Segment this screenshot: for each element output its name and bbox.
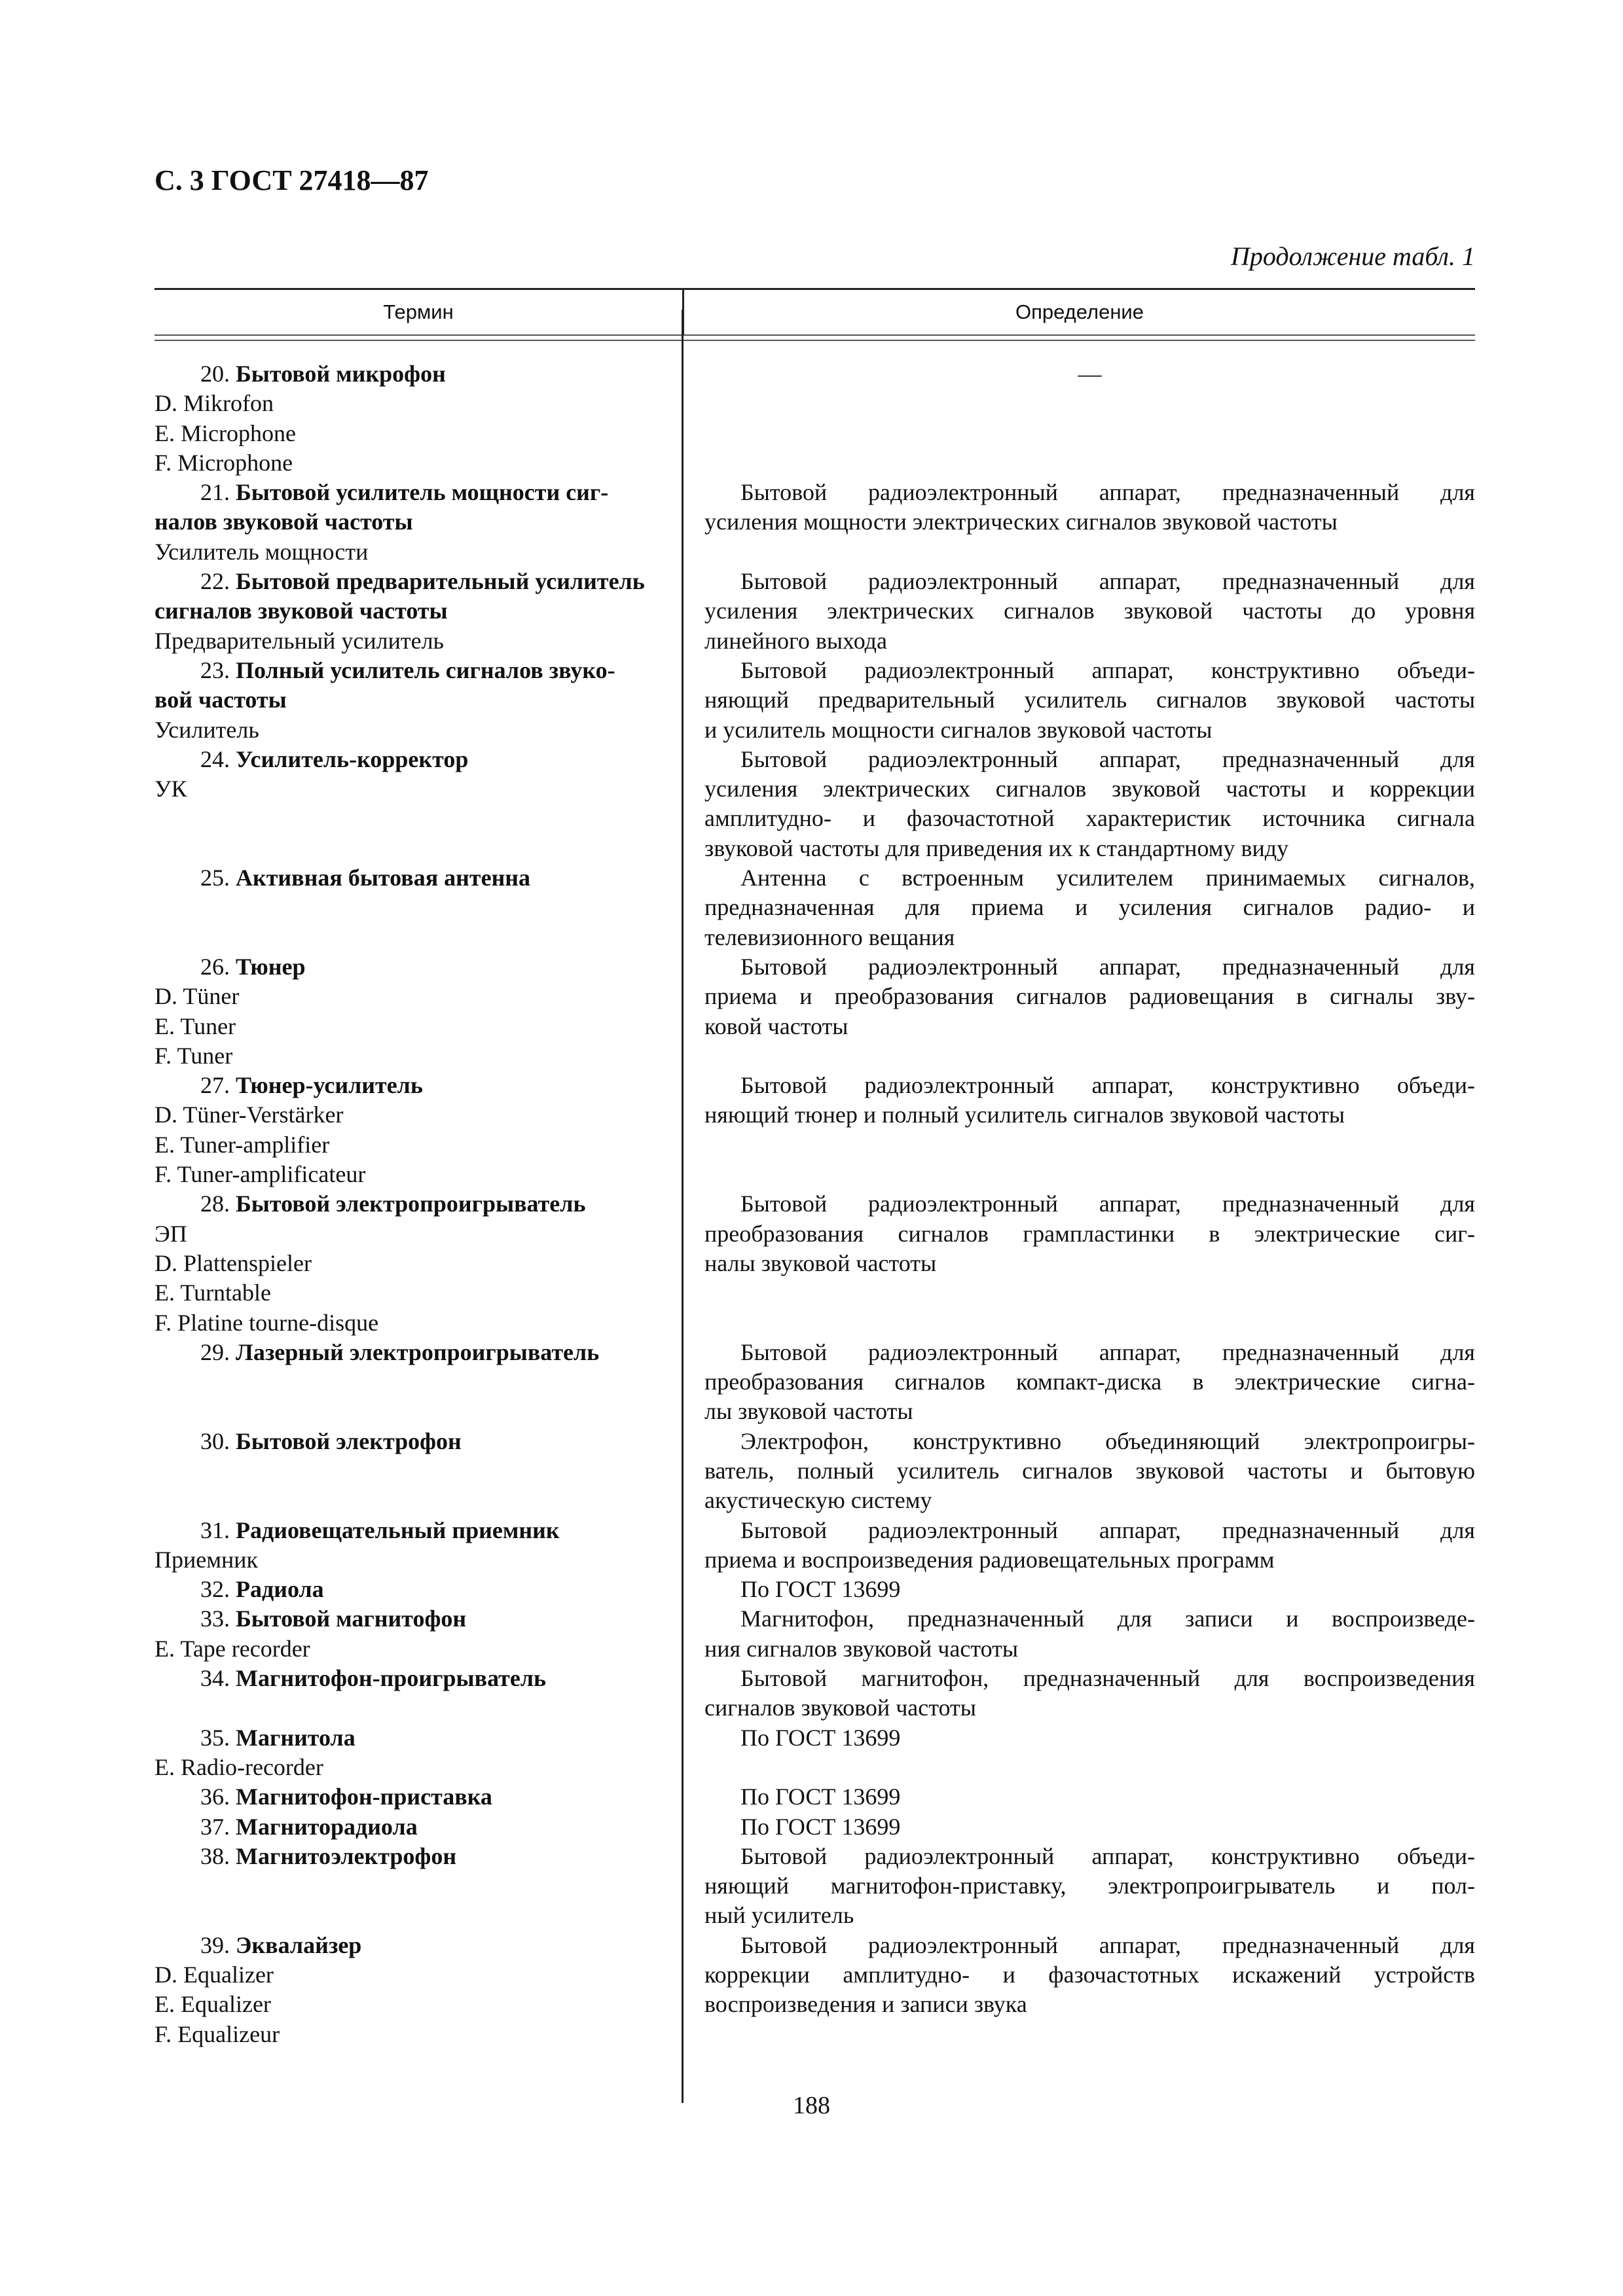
definition-line: телевизионного вещания [704,924,955,950]
spacer [704,448,1475,478]
table-header [155,288,1475,334]
term-name-line [155,1664,665,1693]
definition-line: Магнитофон, предназначенный для записи и воспроизведе- [740,1605,1475,1632]
term-name: вой частоты [155,687,287,713]
term-name-line [155,685,665,715]
page-header: С. 3 ГОСТ 27418—87 [155,164,429,196]
definition-line: акустическую систему [704,1487,932,1514]
definition-line: Бытовой радиоэлектронный аппарат, предназначенный для [740,953,1475,980]
term-synonym: Усилитель [155,716,259,743]
term-name-line [155,1427,665,1456]
term-synonym: D. Equalizer [155,1962,274,1988]
term-number: 34. [200,1665,230,1692]
term-name: Магниторадиола [236,1813,418,1840]
spacer [704,389,1475,418]
spacer [155,1871,665,1901]
term-name-line [155,359,665,389]
column-divider [682,310,684,2103]
definition-line: няющий магнитофон-приставку, электропроигрыватель и пол- [704,1873,1475,1899]
term-number: 27. [200,1072,230,1099]
definition-line: звуковой частоты для приведения их к стандартному виду [704,834,1289,861]
definition-line: приема и воспроизведения радиовещательных программ [704,1546,1275,1573]
definition-line: усиления электрических сигналов звуковой частоты и коррекции [704,776,1475,802]
term-number: 39. [200,1931,230,1958]
definition-line: Бытовой магнитофон, предназначенный для воспроизведения [740,1665,1475,1692]
term-name-line [155,1931,665,1960]
term-name-line [155,656,665,685]
definition-line: налы звуковой частоты [704,1249,937,1276]
term-name-line [155,1782,665,1812]
definition-line: Бытовой радиоэлектронный аппарат, предназначенный для [740,1338,1475,1365]
term-synonym: F. Platine tourne-disque [155,1309,379,1336]
term-number: 37. [200,1813,230,1840]
definition-line: Бытовой радиоэлектронный аппарат, предназначенный для [740,1931,1475,1958]
spacer [155,1367,665,1397]
spacer [155,1486,665,1515]
spacer [704,1160,1475,1189]
term-name: сигналов звуковой частоты [155,598,448,624]
definition-line: предназначенная для приема и усиления сигналов радио- и [704,894,1475,921]
spacer [704,537,1475,567]
definition-column [682,359,1475,2049]
term-name: Радиола [236,1576,324,1603]
term-synonym: ЭП [155,1220,187,1247]
term-name-line [155,1842,665,1871]
term-number: 25. [200,865,230,891]
definition-line: По ГОСТ 13699 [740,1784,901,1810]
spacer [704,419,1475,448]
term-synonym: E. Microphone [155,420,296,446]
term-number: 21. [200,479,230,506]
term-column [155,359,682,2049]
term-name: Лазерный электропроигрыватель [236,1338,600,1365]
term-number: 28. [200,1191,230,1217]
definition-line: преобразования сигналов компакт-диска в электрические сигна- [704,1369,1475,1395]
term-name-line [155,567,665,596]
term-name-line [155,1604,665,1634]
term-name-line [155,1189,665,1219]
term-number: 32. [200,1576,230,1603]
term-number: 23. [200,656,230,683]
definition-line: ватель, полный усилитель сигналов звуковой частоты и бытовую [704,1457,1475,1484]
spacer [704,1041,1475,1071]
spacer [704,1308,1475,1338]
term-number: 33. [200,1605,230,1632]
term-name: Усилитель-корректор [236,745,469,772]
term-name-line [155,863,665,893]
term-synonym: D. Mikrofon [155,390,274,417]
term-synonym: F. Tuner-amplificateur [155,1161,366,1188]
definition-line: Антенна с встроенным усилителем принимаемых сигналов, [740,865,1475,891]
definition-line: По ГОСТ 13699 [740,1813,901,1840]
term-name: Тюнер [236,953,306,980]
term-name: Магнитофон-проигрыватель [236,1665,547,1692]
page-number: 188 [793,2092,830,2119]
term-name: Магнитофон-приставка [236,1784,492,1810]
definition-line: Бытовой радиоэлектронный аппарат, предназначенный для [740,745,1475,772]
definition-line: усиления мощности электрических сигналов звуковой частоты [704,509,1338,535]
column-header-term: Термин [155,290,684,334]
definition-line: приема и преобразования сигналов радиовещания в сигналы зву- [704,983,1475,1010]
term-synonym: E. Tuner [155,1013,236,1039]
term-synonym: Усилитель мощности [155,538,369,565]
term-synonym: D. Tüner-Verstärker [155,1102,344,1128]
spacer [155,893,665,922]
spacer [704,1130,1475,1160]
spacer [155,834,665,863]
definition-line: Бытовой радиоэлектронный аппарат, конструктивно объеди- [740,1842,1475,1869]
definition-line: няющий тюнер и полный усилитель сигналов звуковой частоты [704,1102,1345,1128]
term-name: Бытовой электрофон [236,1427,462,1454]
definition-line: По ГОСТ 13699 [740,1724,901,1751]
definition-line: Бытовой радиоэлектронный аппарат, предназначенный для [740,1191,1475,1217]
term-name-line [155,952,665,982]
term-name-line [155,1071,665,1100]
definition-line: коррекции амплитудно- и фазочастотных искажений устройств [704,1962,1475,1988]
definition-line: ный усилитель [704,1902,854,1929]
definition-line: ковой частоты [704,1013,848,1039]
term-number: 30. [200,1427,230,1454]
term-name: Бытовой микрофон [236,361,446,387]
definition-line: воспроизведения и записи звука [704,1991,1027,2018]
definition-line: Электрофон, конструктивно объединяющий электропроигры- [740,1427,1475,1454]
term-name: налов звуковой частоты [155,509,413,535]
term-synonym: F. Tuner [155,1042,233,1069]
term-name: Тюнер-усилитель [236,1072,423,1099]
term-synonym: E. Turntable [155,1280,272,1306]
term-synonym: Приемник [155,1546,259,1573]
definition-line: няющий предварительный усилитель сигналов звуковой частоты [704,687,1475,713]
term-name-line [155,1723,665,1753]
definition-line: ния сигналов звуковой частоты [704,1635,1019,1662]
definition-line: Бытовой радиоэлектронный аппарат, конструктивно объеди- [740,1072,1475,1099]
term-number: 36. [200,1784,230,1810]
term-synonym: E. Tuner-amplifier [155,1131,330,1158]
term-name-line [155,478,665,507]
term-name-line [155,1516,665,1545]
definition-line: преобразования сигналов грампластинки в электрические сиг- [704,1220,1475,1247]
term-synonym: F. Microphone [155,449,293,476]
term-name-line [155,1575,665,1604]
term-number: 38. [200,1842,230,1869]
term-name-line [155,1812,665,1842]
term-name: Эквалайзер [236,1931,362,1958]
term-name: Бытовой предварительный усилитель [236,568,645,595]
spacer [155,1456,665,1486]
term-name-line [155,596,665,626]
term-synonym: УК [155,776,187,802]
term-name: Бытовой электропроигрыватель [236,1191,586,1217]
header-double-rule [155,334,1475,341]
term-number: 26. [200,953,230,980]
term-name-line [155,507,665,537]
spacer [155,804,665,833]
definition-line: линейного выхода [704,627,887,654]
term-name: Магнитола [236,1724,356,1751]
term-name: Магнитоэлектрофон [236,1842,457,1869]
term-name-line [155,1338,665,1367]
term-name: Полный усилитель сигналов звуко- [236,656,615,683]
term-number: 22. [200,568,230,595]
term-synonym: F. Equalizeur [155,2020,280,2047]
definition-line: сигналов звуковой частоты [704,1695,976,1721]
definition-line: амплитудно- и фазочастотной характеристик источника сигнала [704,805,1475,832]
table-continuation-label: Продолжение табл. 1 [1230,242,1475,271]
term-synonym: Предварительный усилитель [155,627,444,654]
term-number: 20. [200,361,230,387]
term-name: Радиовещательный приемник [236,1516,560,1543]
table-body [155,359,1475,2049]
term-synonym: E. Equalizer [155,1991,271,2018]
spacer [155,1901,665,1930]
spacer [155,1397,665,1426]
term-number: 29. [200,1338,230,1365]
term-synonym: D. Plattenspieler [155,1249,312,1276]
definition-line: лы звуковой частоты [704,1398,913,1425]
definition-line: Бытовой радиоэлектронный аппарат, предназначенный для [740,568,1475,595]
spacer [155,923,665,952]
term-synonym: E. Tape recorder [155,1635,310,1662]
term-number: 31. [200,1516,230,1543]
definition-line: Бытовой радиоэлектронный аппарат, конструктивно объеди- [740,656,1475,683]
definition-line: По ГОСТ 13699 [740,1576,901,1603]
term-name: Бытовой усилитель мощности сиг- [236,479,609,506]
spacer [704,1753,1475,1782]
definition-line: Бытовой радиоэлектронный аппарат, предназначенный для [740,479,1475,506]
spacer [704,1278,1475,1308]
term-name: Бытовой магнитофон [236,1605,467,1632]
terms-table [155,288,1475,2049]
term-synonym: D. Tüner [155,983,240,1010]
spacer [155,1693,665,1723]
column-header-definition: Определение [1015,300,1144,323]
definition-line: и усилитель мощности сигналов звуковой частоты [704,716,1213,743]
term-number: 35. [200,1724,230,1751]
term-synonym: E. Radio-recorder [155,1753,323,1780]
term-name-line [155,745,665,774]
definition-line: Бытовой радиоэлектронный аппарат, предназначенный для [740,1516,1475,1543]
term-number: 24. [200,745,230,772]
definition-line: — [1078,361,1102,387]
definition-line: усиления электрических сигналов звуковой частоты до уровня [704,598,1475,624]
term-name: Активная бытовая антенна [236,865,531,891]
